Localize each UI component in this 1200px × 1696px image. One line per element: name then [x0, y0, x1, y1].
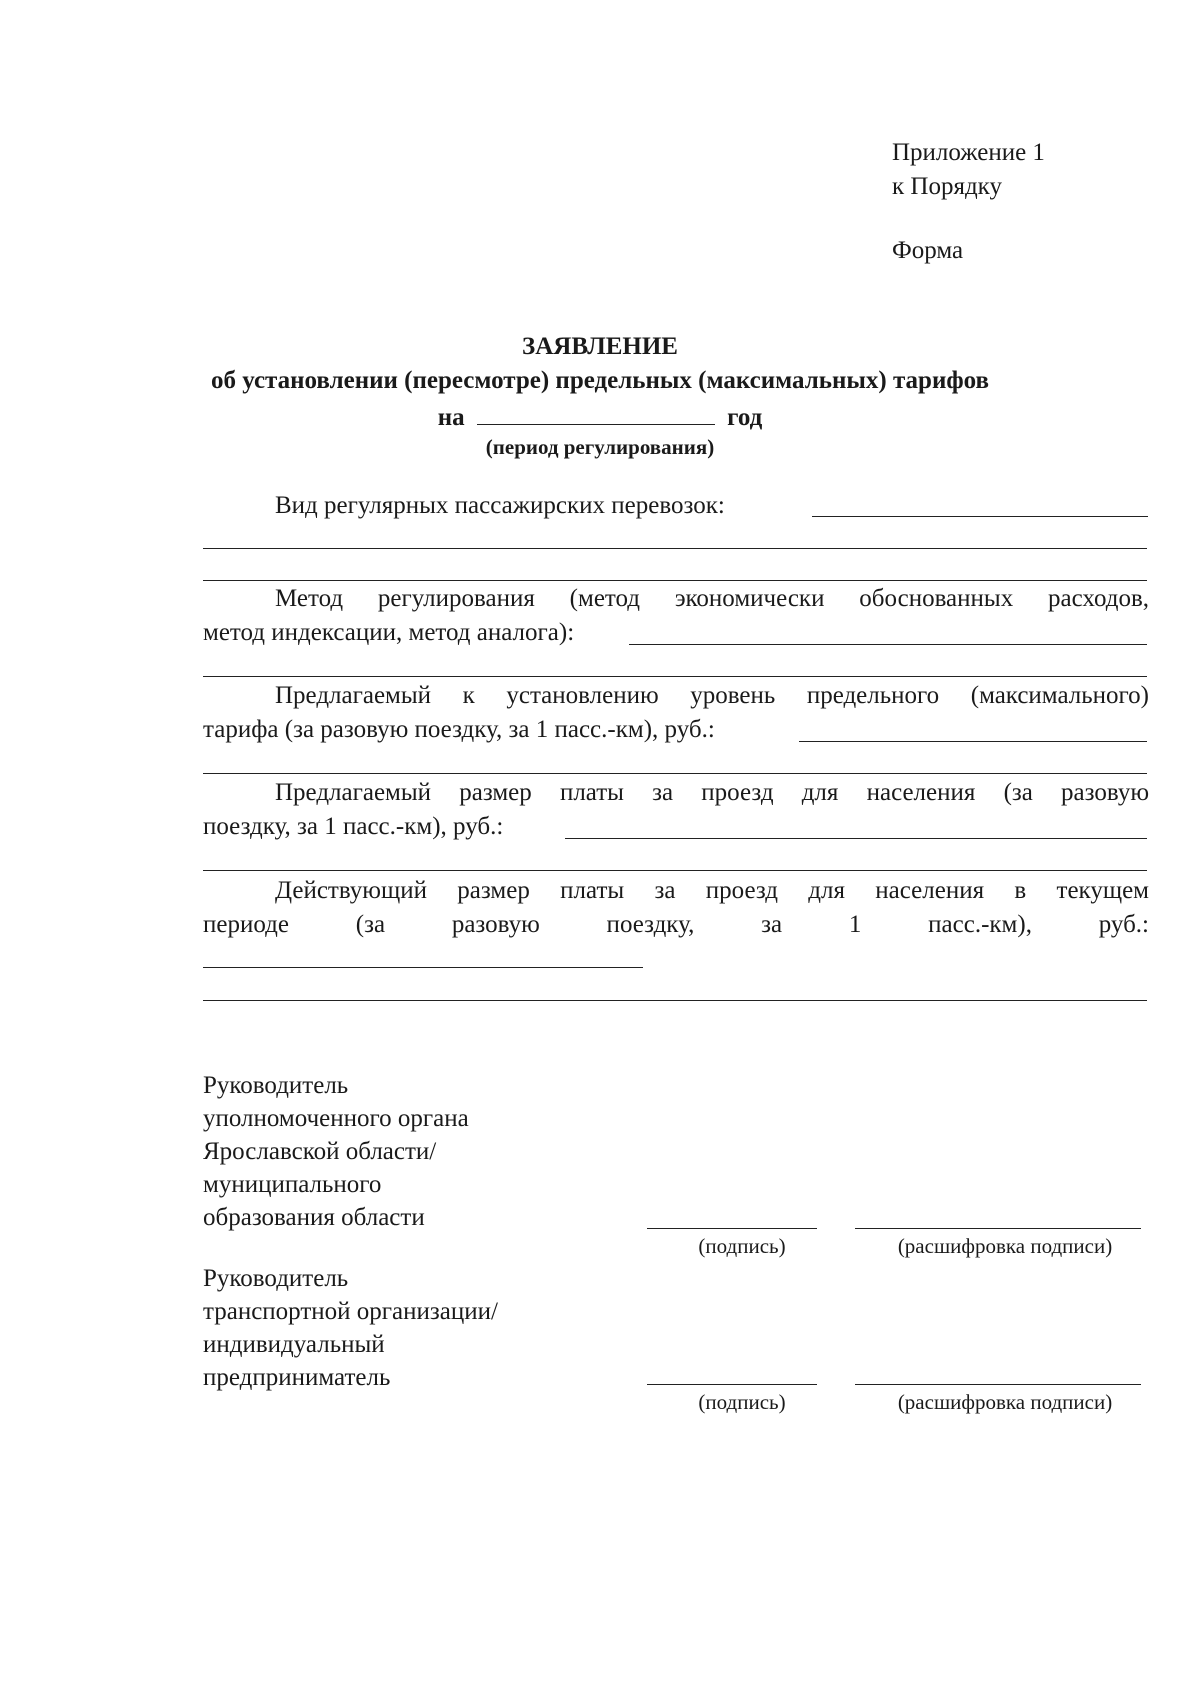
- current-fare-paragraph: [203, 874, 1149, 942]
- proposed-tariff-blank[interactable]: [799, 741, 1147, 742]
- operator-head-label: [203, 1262, 498, 1394]
- document-subtitle: об установлении (пересмотре) предельных (максимальных) тарифов: [210, 367, 990, 394]
- operator-decoding-line[interactable]: [855, 1384, 1141, 1385]
- authority-signature-line[interactable]: [647, 1228, 817, 1229]
- authority-head-label: [203, 1069, 469, 1234]
- year-line: [0, 398, 1200, 434]
- proposed-tariff-blank-2[interactable]: [203, 773, 1147, 774]
- authority-signature-caption: (подпись): [698, 1234, 786, 1258]
- year-suffix: год: [727, 404, 763, 431]
- authority-line: Ярославской области/: [203, 1138, 437, 1165]
- proposed-tariff-paragraph: [203, 679, 1149, 747]
- transport-kind-blank[interactable]: [812, 516, 1148, 517]
- proposed-tariff-line-1: Предлагаемый к установлению уровень предельного (максимального): [275, 682, 1149, 709]
- current-fare-blank-2[interactable]: [203, 1000, 1147, 1001]
- transport-kind-blank-3[interactable]: [203, 580, 1147, 581]
- year-prefix: на: [437, 404, 465, 431]
- operator-line: транспортной организации/: [203, 1298, 498, 1325]
- method-label-end: метод индексации, метод аналога):: [203, 619, 575, 646]
- authority-decoding-line[interactable]: [855, 1228, 1141, 1229]
- method-paragraph: [203, 582, 1149, 650]
- transport-kind-blank-2[interactable]: [203, 548, 1147, 549]
- transport-kind-row: [203, 489, 1149, 523]
- current-fare-line-2: периоде (за разовую поездку, за 1 пасс.-км), руб.:: [203, 911, 1149, 938]
- authority-line: уполномоченного органа: [203, 1105, 469, 1132]
- operator-line: предприниматель: [203, 1364, 391, 1391]
- transport-kind-label: Вид регулярных пассажирских перевозок:: [275, 492, 725, 519]
- proposed-fare-blank-2[interactable]: [203, 870, 1147, 871]
- proposed-fare-label-end: поездку, за 1 пасс.-км), руб.:: [203, 813, 504, 840]
- method-line-1: Метод регулирования (метод экономически обоснованных расходов,: [275, 585, 1149, 612]
- proposed-fare-line-1: Предлагаемый размер платы за проезд для населения (за разовую: [275, 779, 1149, 806]
- year-blank[interactable]: [477, 398, 715, 425]
- title-block: [0, 330, 1200, 460]
- operator-decoding-caption: (расшифровка подписи): [897, 1390, 1113, 1414]
- annex-number: Приложение 1: [892, 139, 1045, 166]
- period-note: (период регулирования): [485, 435, 715, 459]
- annex-reference: [892, 136, 1045, 204]
- method-blank-2[interactable]: [203, 676, 1147, 677]
- operator-signature-caption: (подпись): [698, 1390, 786, 1414]
- current-fare-blank[interactable]: [203, 967, 643, 968]
- authority-line: муниципального: [203, 1171, 382, 1198]
- authority-line: Руководитель: [203, 1072, 349, 1099]
- proposed-tariff-label-end: тарифа (за разовую поездку, за 1 пасс.-км), руб.:: [203, 716, 715, 743]
- authority-line: образования области: [203, 1204, 425, 1231]
- document-heading: ЗАЯВЛЕНИЕ: [522, 333, 678, 360]
- authority-decoding-caption: (расшифровка подписи): [897, 1234, 1113, 1258]
- proposed-fare-blank[interactable]: [565, 838, 1147, 839]
- operator-signature-line[interactable]: [647, 1384, 817, 1385]
- proposed-fare-paragraph: [203, 776, 1149, 844]
- operator-line: индивидуальный: [203, 1331, 385, 1358]
- operator-line: Руководитель: [203, 1265, 349, 1292]
- method-blank[interactable]: [629, 644, 1147, 645]
- annex-target: к Порядку: [892, 173, 1002, 200]
- current-fare-line-1: Действующий размер платы за проезд для населения в текущем: [275, 877, 1149, 904]
- form-label: Форма: [892, 237, 964, 264]
